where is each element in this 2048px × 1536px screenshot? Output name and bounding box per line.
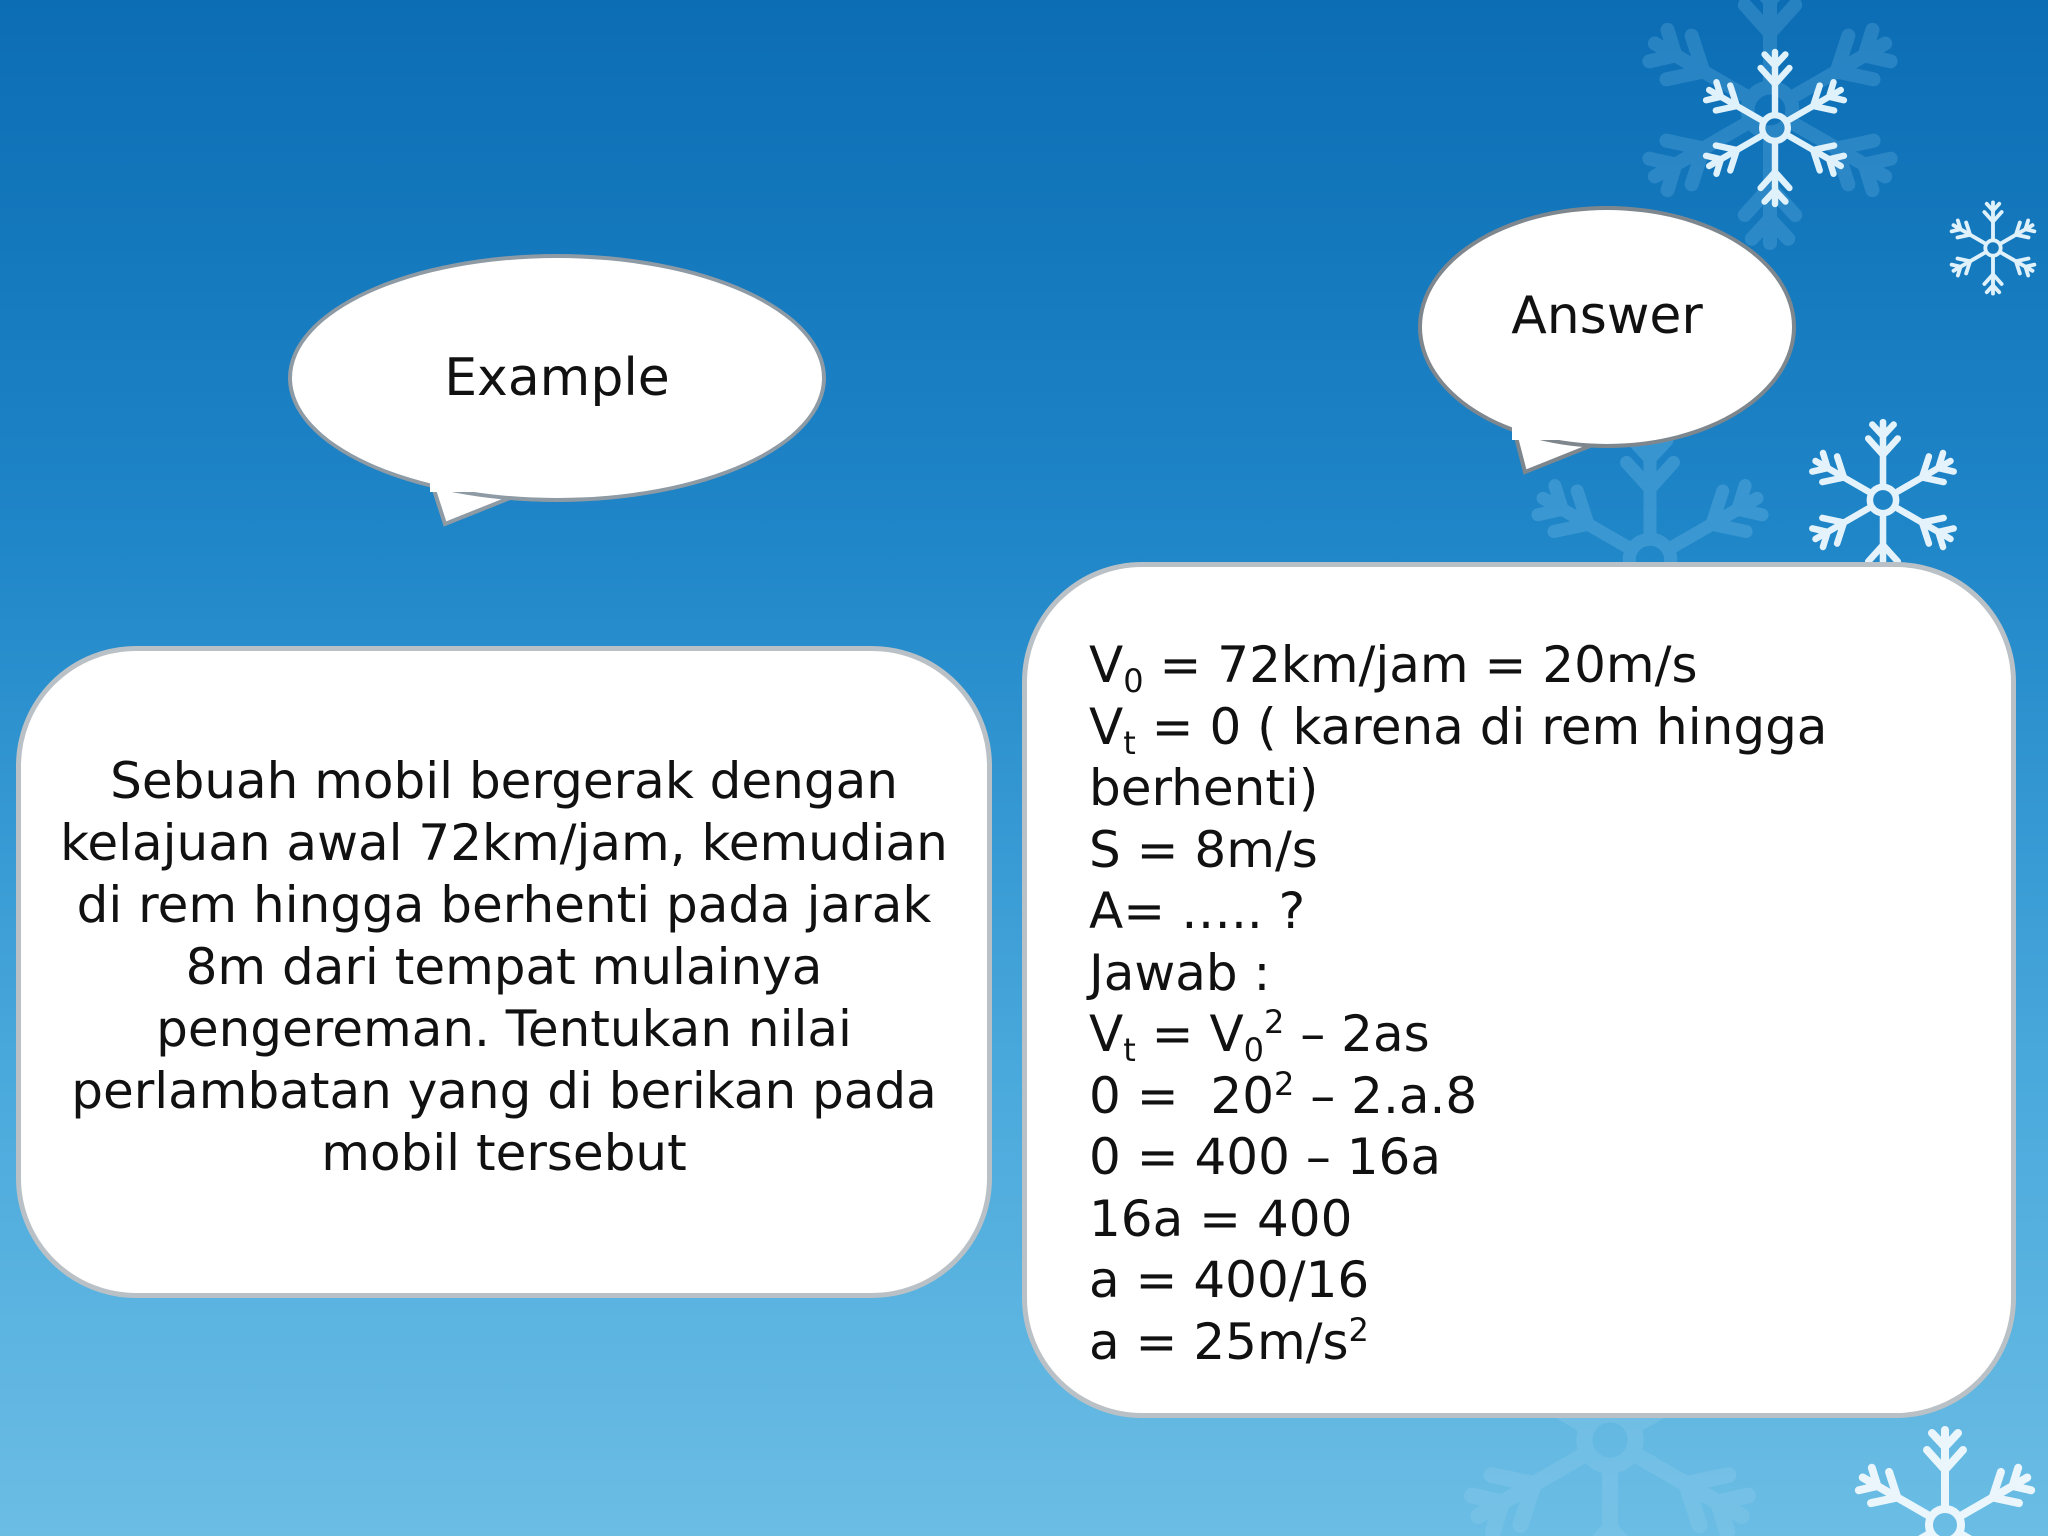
snowflake-icon <box>1854 1430 2037 1536</box>
example-label: Example <box>444 348 670 408</box>
snowflake-icon <box>1642 0 1898 243</box>
answer-line-1: $V_0 = 72km/jam = 20m/s$ <box>1089 636 1698 700</box>
answer-line-11: a = 400/16 <box>1089 1251 1370 1309</box>
snowflake-icon <box>1808 422 1958 578</box>
snowflake-icon <box>1949 202 2037 293</box>
answer-line-6: Jawab : <box>1089 943 1271 1002</box>
answer-line-3: berhenti) <box>1089 759 1319 817</box>
answer-bubble <box>1418 206 1796 448</box>
answer-line-8: $0 = 20^2 - 2.a.8$ <box>1089 1064 1478 1125</box>
example-box <box>16 646 992 1298</box>
answer-tail-cover <box>1512 420 1592 440</box>
answer-line-7: $V_t = V_0^2 - 2as$ <box>1089 1003 1430 1069</box>
answer-line-9: 0 = 400 – 16a <box>1089 1128 1441 1186</box>
answer-line-10: 16a = 400 <box>1089 1189 1353 1248</box>
answer-line-4: S = 8m/s <box>1089 820 1318 879</box>
example-bubble <box>288 254 826 502</box>
example-tail-cover <box>430 470 520 492</box>
answer-line-12: $a = 25m/s^2$ <box>1089 1310 1369 1371</box>
answer-lines <box>1089 635 1989 1373</box>
answer-box <box>1022 562 2016 1418</box>
answer-line-2: $V_t = 0$ ( karena di rem hingga <box>1089 697 1828 762</box>
answer-line-5: A= ….. ? <box>1089 882 1306 940</box>
example-question-text: Sebuah mobil bergerak dengan kelajuan awal 72km/jam, kemudian di rem hingga berhenti pada jarak 8m dari tempat mulainya pengereman. Tentukan nilai perlambatan yang di berikan pada mobil tersebut <box>60 752 948 1182</box>
answer-label: Answer <box>1511 286 1703 346</box>
